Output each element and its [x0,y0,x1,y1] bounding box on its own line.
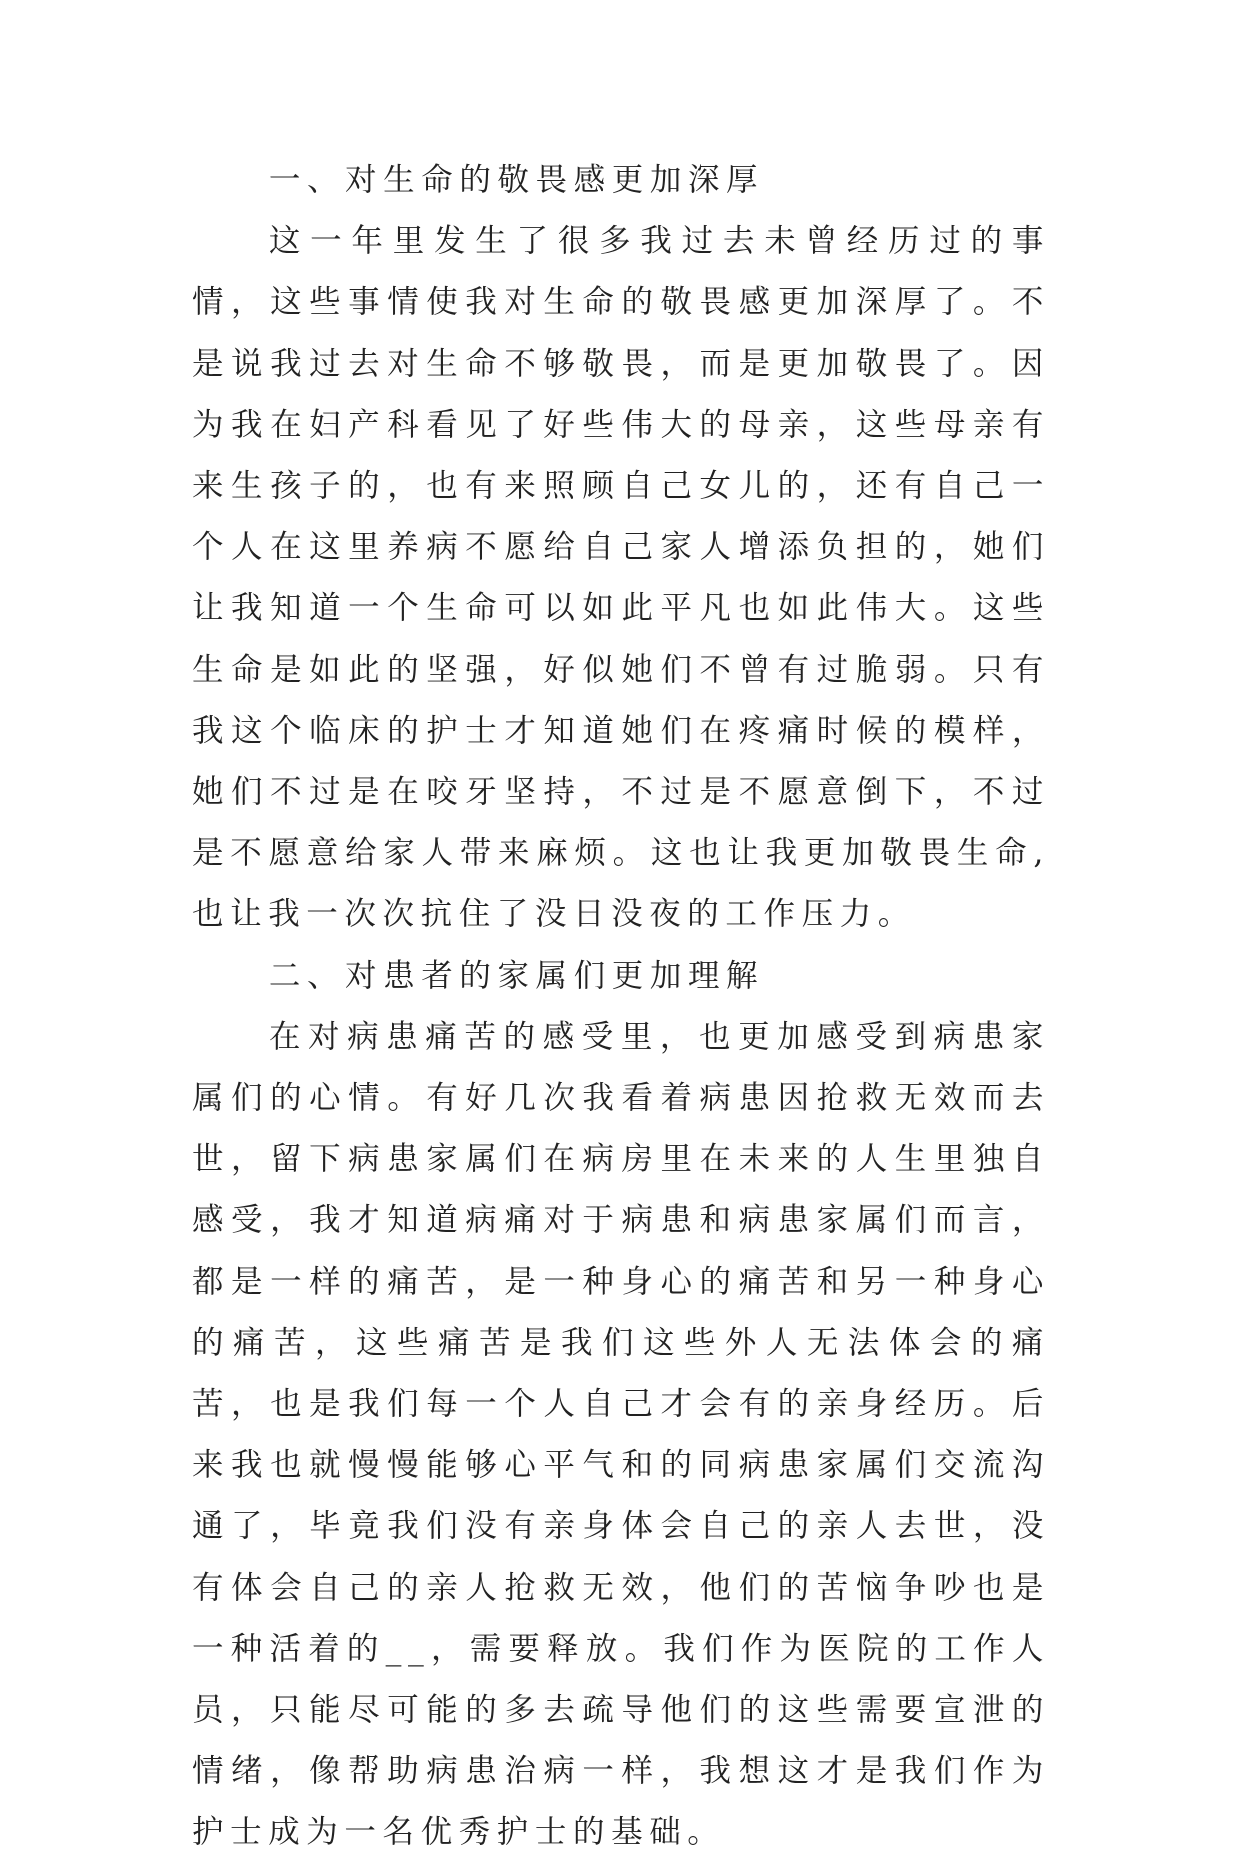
document-body [192,150,1050,1864]
section-heading-1: 一、对生命的敬畏感更加深厚 [268,162,765,198]
paragraph-1: 这一年里发生了很多我过去未曾经历过的事情，这些事情使我对生命的敬畏感更加深厚了。不是说我过去对生命不够敬畏，而是更加敬畏了。因为我在妇产科看见了好些伟大的母亲，这些母亲有来生孩子的，也有来照顾自己女儿的，还有自己一个人在这里养病不愿给自己家人增添负担的，她们让我知道一个生命可以如此平凡也如此伟大。这些生命是如此的坚强，好似她们不曾有过脆弱。只有我这个临床的护士才知道她们在疼痛时候的模样，她们不过是在咬牙坚持，不过是不愿意倒下，不过是不愿意给家人带来麻烦。这也让我更加敬畏生命,也让我一次次抗住了没日没夜的工作压力。 [192,223,1050,933]
paragraph-2: 在对病患痛苦的感受里，也更加感受到病患家属们的心情。有好几次我看着病患因抢救无效而去世，留下病患家属们在病房里在未来的人生里独自感受，我才知道病痛对于病患和病患家属们而言，都是一样的痛苦，是一种身心的痛苦和另一种身心的痛苦，这些痛苦是我们这些外人无法体会的痛苦，也是我们每一个人自己才会有的亲身经历。后来我也就慢慢能够心平气和的同病患家属们交流沟通了，毕竟我们没有亲身体会自己的亲人去世，没有体会自己的亲人抢救无效，他们的苦恼争吵也是一种活着的__，需要释放。我们作为医院的工作人员，只能尽可能的多去疏导他们的这些需要宣泄的情绪，像帮助病患治病一样，我想这才是我们作为护士成为一名优秀护士的基础。 [192,1018,1050,1851]
section-heading-2: 二、对患者的家属们更加理解 [268,957,765,994]
